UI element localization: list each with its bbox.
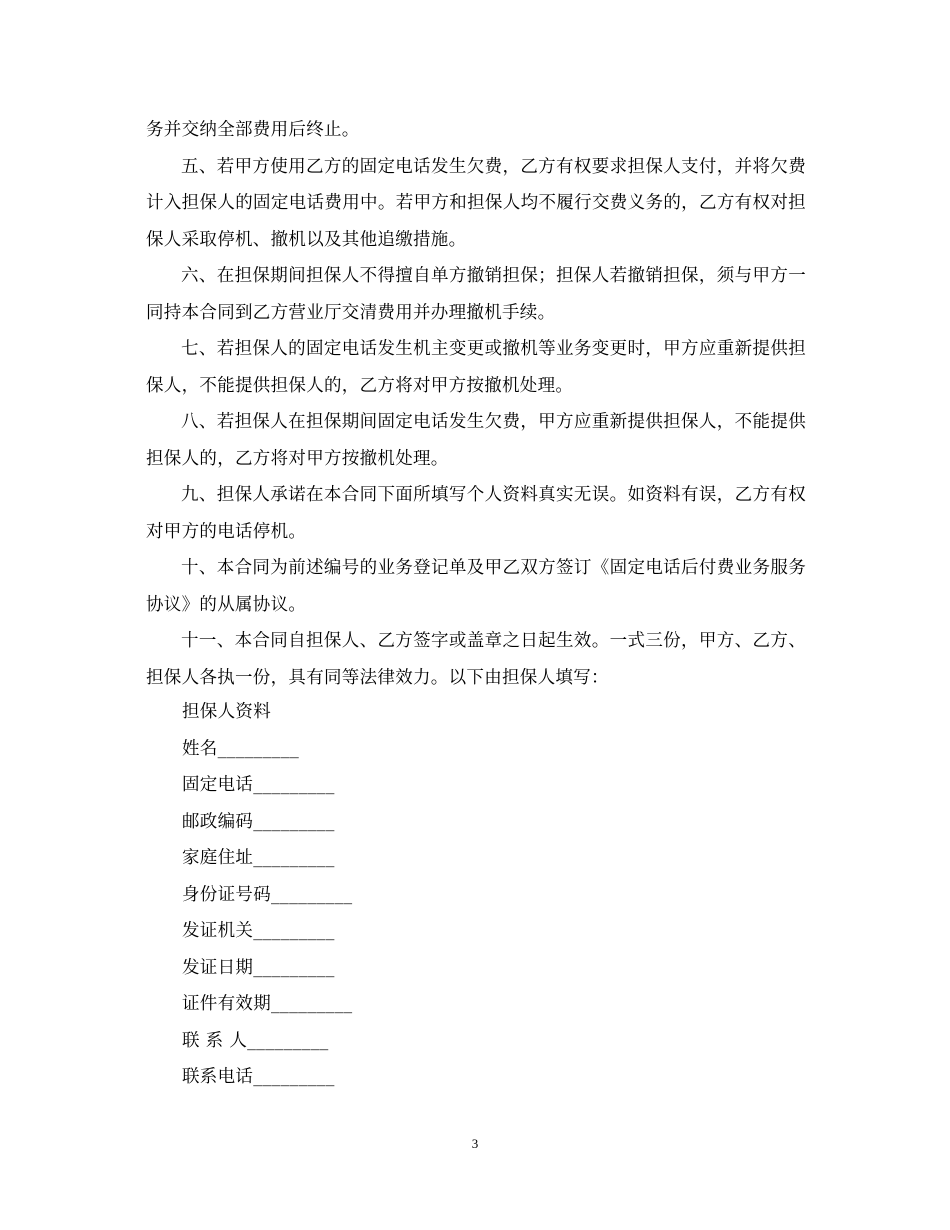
clause-6: 六、在担保期间担保人不得擅自单方撤销担保；担保人若撤销担保，须与甲方一同持本合同到乙方营业厅交清费用并办理撤机手续。: [146, 266, 806, 323]
field-postal-code: 邮政编码_________: [182, 811, 335, 832]
clause-8: 八、若担保人在担保期间固定电话发生欠费，甲方应重新提供担保人，不能提供担保人的，乙方将对甲方按撤机处理。: [146, 412, 806, 469]
field-issue-date: 发证日期_________: [182, 957, 335, 978]
field-name: 姓名_________: [182, 738, 300, 759]
clause-7: 七、若担保人的固定电话发生机主变更或撤机等业务变更时，甲方应重新提供担保人，不能提供担保人的，乙方将对甲方按撤机处理。: [146, 339, 806, 396]
guarantor-info-section: [182, 694, 352, 1096]
page-number: 3: [471, 1136, 479, 1151]
field-id-validity: 证件有效期_________: [182, 994, 353, 1014]
field-landline-phone: 固定电话_________: [182, 775, 335, 795]
contract-body: [146, 112, 806, 696]
paragraph-continuation: 务并交纳全部费用后终止。: [146, 120, 360, 140]
clause-10: 十、本合同为前述编号的业务登记单及甲乙双方签订《固定电话后付费业务服务协议》的从属协议。: [146, 558, 806, 615]
field-id-number: 身份证号码_________: [182, 884, 353, 905]
clause-5: 五、若甲方使用乙方的固定电话发生欠费，乙方有权要求担保人支付，并将欠费计入担保人的固定电话费用中。若甲方和担保人均不履行交费义务的，乙方有权对担保人采取停机、撤机以及其他追缴措施。: [146, 156, 806, 250]
field-home-address: 家庭住址_________: [182, 848, 335, 868]
clause-9: 九、担保人承诺在本合同下面所填写个人资料真实无误。如资料有误，乙方有权对甲方的电话停机。: [146, 485, 806, 542]
clause-11: 十一、本合同自担保人、乙方签字或盖章之日起生效。一式三份，甲方、乙方、担保人各执一份，具有同等法律效力。以下由担保人填写：: [146, 631, 806, 688]
field-contact-phone: 联系电话_________: [182, 1067, 335, 1087]
guarantor-info-heading: 担保人资料: [182, 702, 271, 722]
field-issuing-authority: 发证机关_________: [182, 921, 335, 941]
field-contact-person: 联 系 人_________: [182, 1030, 329, 1051]
